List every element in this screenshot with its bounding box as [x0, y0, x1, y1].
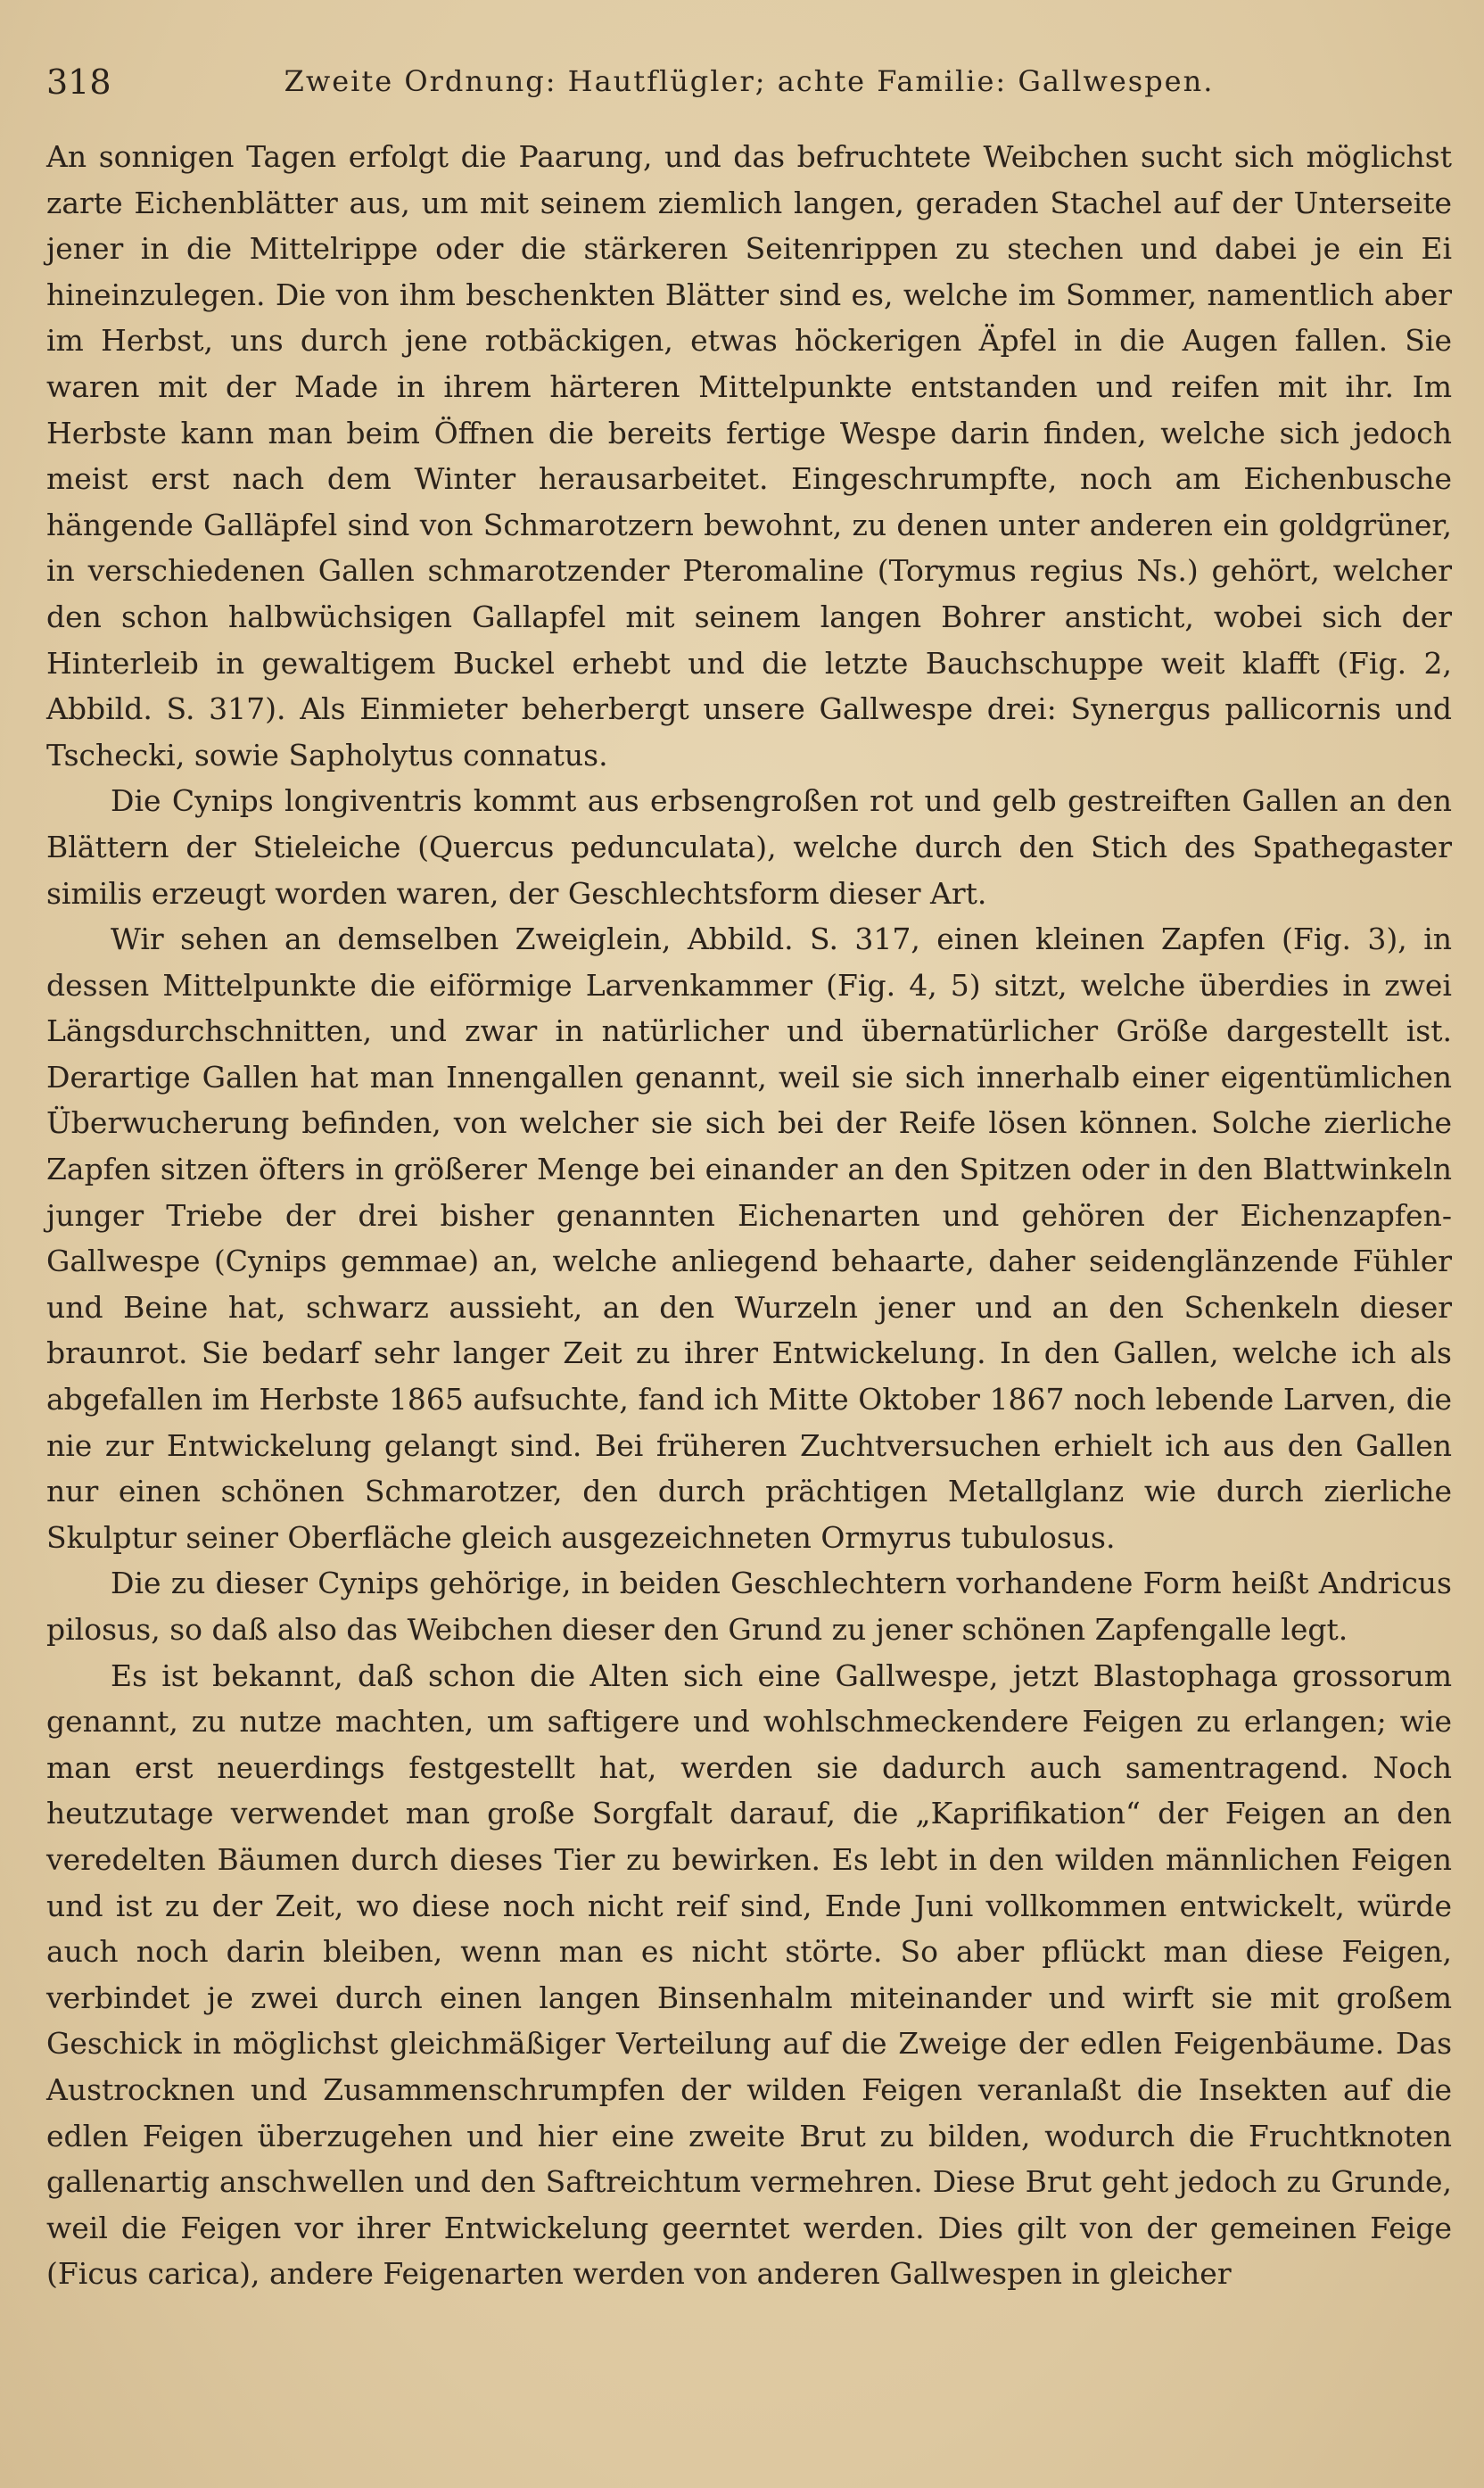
paragraph: Wir sehen an demselben Zweiglein, Abbild. S. 317, einen kleinen Zapfen (Fig. 3), in dessen Mittelpunkte die eiförmige Larvenkammer (Fig. 4, 5) sitzt, welche überdies in zwei Längsdurchschnitten, und zwar in natürlicher und übernatürlicher Größe dargestellt ist. Derartige Gallen hat man Innengallen genannt, weil sie sich innerhalb einer eigentümlichen Überwucherung befinden, von welcher sie sich bei der Reife lösen können. Solche zierliche Zapfen sitzen öfters in größerer Menge bei einander an den Spitzen oder in den Blattwinkeln junger Triebe der drei bisher genannten Eichenarten und gehören der Eichenzapfen-Gallwespe (Cynips gemmae) an, welche anliegend behaarte, daher seidenglänzende Fühler und Beine hat, schwarz aussieht, an den Wurzeln jener und an den Schenkeln dieser braunrot. Sie bedarf sehr langer Zeit zu ihrer Entwickelung. In den Gallen, welche ich als abgefallen im Herbste 1865 aufsuchte, fand ich Mitte Oktober 1867 noch lebende Larven, die nie zur Entwickelung gelangt sind. Bei früheren Zuchtversuchen erhielt ich aus den Gallen nur einen schönen Schmarotzer, den durch prächtigen Metallglanz wie durch zierliche Skulptur seiner Oberfläche gleich ausgezeichneten Ormyrus tubulosus.: [46, 922, 1452, 1555]
running-head: Zweite Ordnung: Hautflügler; achte Familie: Gallwespen.: [284, 64, 1215, 98]
page-header: [46, 62, 1452, 116]
paragraph: An sonnigen Tagen erfolgt die Paarung, und das befruchtete Weibchen sucht sich möglichst zarte Eichenblätter aus, um mit seinem ziemlich langen, geraden Stachel auf der Unterseite jener in die Mittelrippe oder die stärkeren Seitenrippen zu stechen und dabei je ein Ei hineinzulegen. Die von ihm beschenkten Blätter sind es, welche im Sommer, namentlich aber im Herbst, uns durch jene rotbäckigen, etwas höckerigen Äpfel in die Augen fallen. Sie waren mit der Made in ihrem härteren Mittelpunkte entstanden und reifen mit ihr. Im Herbste kann man beim Öffnen die bereits fertige Wespe darin finden, welche sich jedoch meist erst nach dem Winter herausarbeitet. Eingeschrumpfte, noch am Eichenbusche hängende Galläpfel sind von Schmarotzern bewohnt, zu denen unter anderen ein goldgrüner, in verschiedenen Gallen schmarotzender Pteromaline (Torymus regius Ns.) gehört, welcher den schon halbwüchsigen Gallapfel mit seinem langen Bohrer ansticht, wobei sich der Hinterleib in gewaltigem Buckel erhebt und die letzte Bauchschuppe weit klafft (Fig. 2, Abbild. S. 317). Als Einmieter beherbergt unsere Gallwespe drei: Synergus pallicornis und Tschecki, sowie Sapholytus connatus.: [46, 139, 1452, 773]
paragraph: Es ist bekannt, daß schon die Alten sich eine Gallwespe, jetzt Blastophaga grossorum genannt, zu nutze machten, um saftigere und wohlschmeckendere Feigen zu erlangen; wie man erst neuerdings festgestellt hat, werden sie dadurch auch samentragend. Noch heutzutage verwendet man große Sorgfalt darauf, die „Kaprifikation“ der Feigen an den veredelten Bäumen durch dieses Tier zu bewirken. Es lebt in den wilden männlichen Feigen und ist zu der Zeit, wo diese noch nicht reif sind, Ende Juni vollkommen entwickelt, würde auch noch darin bleiben, wenn man es nicht störte. So aber pflückt man diese Feigen, verbindet je zwei durch einen langen Binsenhalm miteinander und wirft sie mit großem Geschick in möglichst gleichmäßiger Verteilung auf die Zweige der edlen Feigenbäume. Das Austrocknen und Zusammenschrumpfen der wilden Feigen veranlaßt die Insekten auf die edlen Feigen überzugehen und hier eine zweite Brut zu bilden, wodurch die Fruchtknoten gallenartig anschwellen und den Saftreichtum vermehren. Diese Brut geht jedoch zu Grunde, weil die Feigen vor ihrer Entwickelung geerntet werden. Dies gilt von der gemeinen Feige (Ficus carica), andere Feigenarten werden von anderen Gallwespen in gleicher: [46, 1657, 1452, 2292]
body-text: [46, 134, 1452, 2297]
page-number: 318: [46, 62, 111, 102]
paragraph: Die Cynips longiventris kommt aus erbsengroßen rot und gelb gestreiften Gallen an den Blättern der Stieleiche (Quercus pedunculata), welche durch den Stich des Spathegaster similis erzeugt worden waren, der Geschlechtsform dieser Art.: [46, 783, 1452, 911]
paragraph: Die zu dieser Cynips gehörige, in beiden Geschlechtern vorhandene Form heißt Andricus pilosus, so daß also das Weibchen dieser den Grund zu jener schönen Zapfengalle legt.: [46, 1566, 1452, 1647]
